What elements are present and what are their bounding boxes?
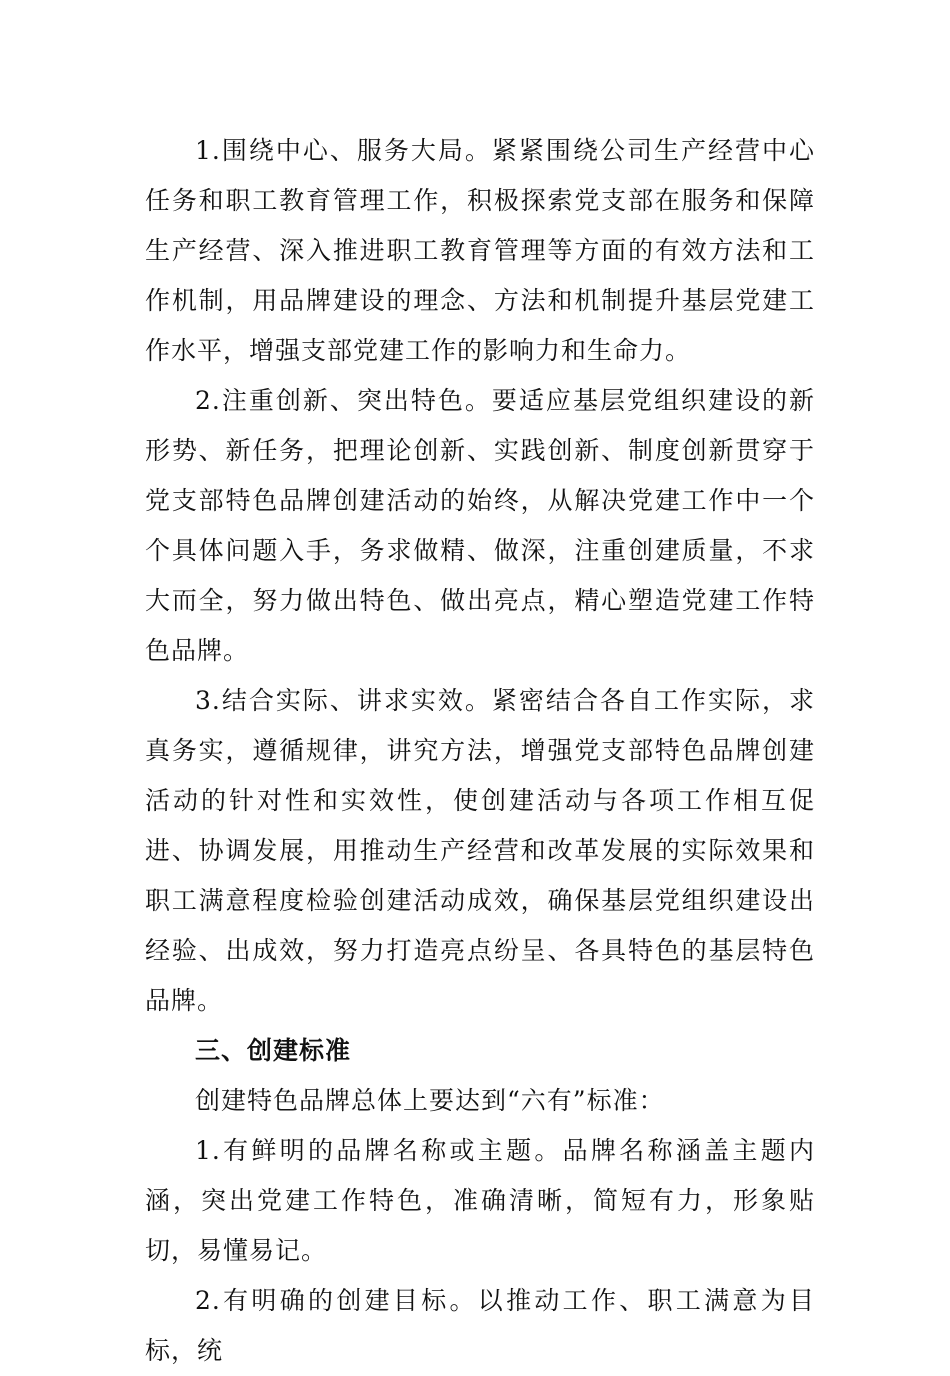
paragraph-1: 1.围绕中心、服务大局。紧紧围绕公司生产经营中心任务和职工教育管理工作，积极探索党支部在服务和保障生产经营、深入推进职工教育管理等方面的有效方法和工作机制，用品牌建设的理念、方法和机制提升基层党建工作水平，增强支部党建工作的影响力和生命力。 [145,136,815,365]
section-heading: 三、创建标准 [195,1036,352,1065]
paragraph-3: 3.结合实际、讲求实效。紧密结合各自工作实际，求真务实，遵循规律，讲究方法，增强党支部特色品牌创建活动的针对性和实效性，使创建活动与各项工作相互促进、协调发展，用推动生产经营和改革发展的实际效果和职工满意程度检验创建活动成效，确保基层党组织建设出经验、出成效，努力打造亮点纷呈、各具特色的基层特色品牌。 [145,686,815,1015]
section-intro: 创建特色品牌总体上要达到“六有”标准： [195,1086,665,1115]
document-body [145,126,815,1376]
standard-item-1: 1.有鲜明的品牌名称或主题。品牌名称涵盖主题内涵，突出党建工作特色，准确清晰，简短有力，形象贴切，易懂易记。 [145,1136,815,1265]
standard-item-2: 2.有明确的创建目标。以推动工作、职工满意为目标，统 [145,1286,815,1365]
paragraph-2: 2.注重创新、突出特色。要适应基层党组织建设的新形势、新任务，把理论创新、实践创新、制度创新贯穿于党支部特色品牌创建活动的始终，从解决党建工作中一个个具体问题入手，务求做精、做深，注重创建质量，不求大而全，努力做出特色、做出亮点，精心塑造党建工作特色品牌。 [145,386,815,665]
